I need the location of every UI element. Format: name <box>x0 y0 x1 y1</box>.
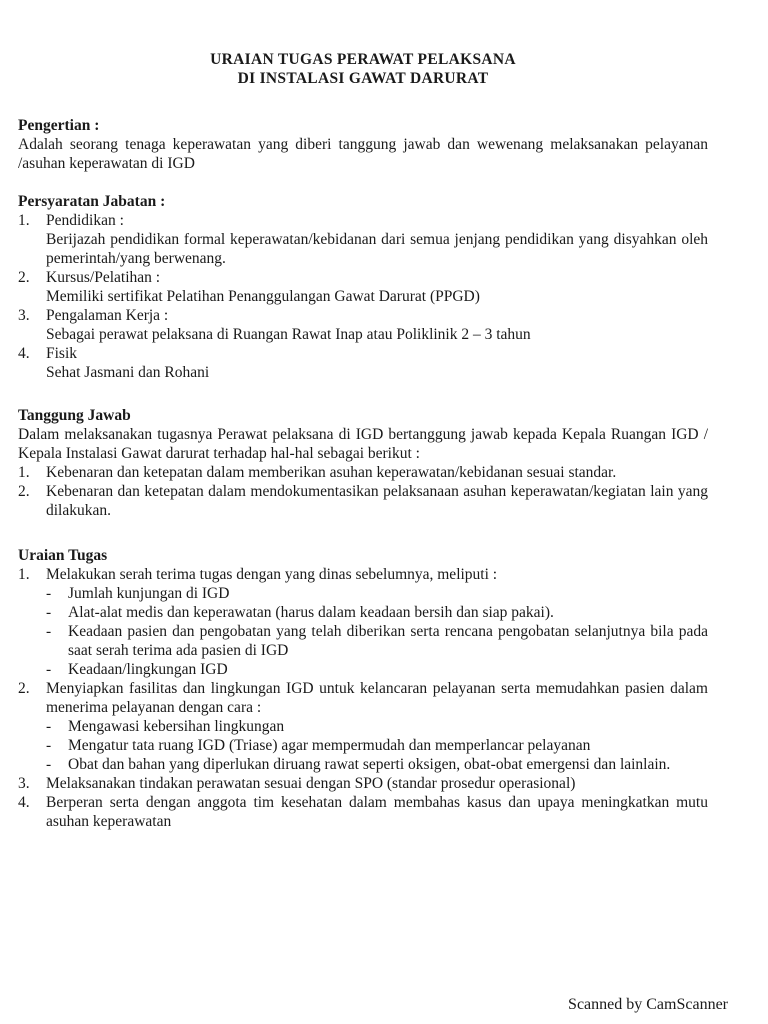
item-text: Berperan serta dengan anggota tim kesehatan dalam membahas kasus dan upaya meningkatkan mutu asuhan keperawatan <box>46 794 708 830</box>
scanner-watermark: Scanned by CamScanner <box>568 996 728 1013</box>
title-line-2: DI INSTALASI GAWAT DARURAT <box>237 70 489 87</box>
dash-marker: - <box>46 623 52 640</box>
list-item <box>18 774 708 793</box>
sub-item <box>46 584 708 603</box>
list-item <box>18 679 708 774</box>
sub-item <box>46 736 708 755</box>
item-text: Melaksanakan tindakan perawatan sesuai dengan SPO (standar prosedur operasional) <box>46 775 576 792</box>
item-number: 2. <box>18 269 30 286</box>
sub-item-text: Keadaan/lingkungan IGD <box>68 661 228 678</box>
document-page <box>18 0 708 831</box>
item-detail: Sebagai perawat pelaksana di Ruangan Rawat Inap atau Poliklinik 2 – 3 tahun <box>46 326 531 343</box>
heading-tanggung-jawab: Tanggung Jawab <box>18 407 131 424</box>
item-detail: Memiliki sertifikat Pelatihan Penanggulangan Gawat Darurat (PPGD) <box>46 288 480 305</box>
tanggung-jawab-list <box>18 463 708 520</box>
sub-item <box>46 660 708 679</box>
section-pengertian <box>18 116 708 173</box>
dash-marker: - <box>46 585 52 602</box>
heading-uraian-tugas: Uraian Tugas <box>18 547 108 564</box>
sub-item-text: Jumlah kunjungan di IGD <box>68 585 230 602</box>
list-item <box>18 344 708 382</box>
section-uraian-tugas <box>18 546 708 831</box>
item-number: 3. <box>18 307 30 324</box>
item-number: 1. <box>18 464 30 481</box>
sub-item-text: Keadaan pasien dan pengobatan yang telah diberikan serta rencana pengobatan selanjutnya bila pada saat serah terima ada pasien di IGD <box>68 623 708 659</box>
sub-item <box>46 622 708 660</box>
item-label: Pengalaman Kerja : <box>46 307 169 324</box>
item-number: 3. <box>18 775 30 792</box>
item-number: 2. <box>18 680 30 697</box>
section-tanggung-jawab <box>18 406 708 520</box>
list-item <box>18 268 708 306</box>
tanggung-jawab-intro: Dalam melaksanakan tugasnya Perawat pelaksana di IGD bertanggung jawab kepada Kepala Ruangan IGD / Kepala Instalasi Gawat darurat terhadap hal-hal sebagai berikut : <box>18 426 708 462</box>
item-label: Fisik <box>46 345 78 362</box>
sub-item <box>46 755 708 774</box>
dash-marker: - <box>46 756 52 773</box>
document-title <box>18 50 708 88</box>
dash-marker: - <box>46 737 52 754</box>
item-number: 4. <box>18 345 30 362</box>
list-item <box>18 565 708 679</box>
item-number: 1. <box>18 212 30 229</box>
section-persyaratan <box>18 192 708 382</box>
sub-list <box>46 584 708 679</box>
item-text: Melakukan serah terima tugas dengan yang dinas sebelumnya, meliputi : <box>46 566 498 583</box>
dash-marker: - <box>46 661 52 678</box>
item-text: Kebenaran dan ketepatan dalam memberikan asuhan keperawatan/kebidanan sesuai standar. <box>46 464 617 481</box>
sub-list <box>46 717 708 774</box>
heading-persyaratan: Persyaratan Jabatan : <box>18 193 166 210</box>
uraian-list <box>18 565 708 831</box>
sub-item-text: Obat dan bahan yang diperlukan diruang rawat seperti oksigen, obat-obat emergensi dan lainlain. <box>68 756 671 773</box>
list-item <box>18 211 708 268</box>
list-item <box>18 793 708 831</box>
item-label: Kursus/Pelatihan : <box>46 269 161 286</box>
item-detail: Sehat Jasmani dan Rohani <box>46 364 210 381</box>
item-number: 2. <box>18 483 30 500</box>
item-text: Kebenaran dan ketepatan dalam mendokumentasikan pelaksanaan asuhan keperawatan/kegiatan lain yang dilakukan. <box>46 483 708 519</box>
persyaratan-list <box>18 211 708 382</box>
sub-item <box>46 603 708 622</box>
list-item <box>18 306 708 344</box>
dash-marker: - <box>46 604 52 621</box>
item-text: Menyiapkan fasilitas dan lingkungan IGD untuk kelancaran pelayanan serta memudahkan pasien dalam menerima pelayanan dengan cara : <box>46 680 708 716</box>
title-line-1: URAIAN TUGAS PERAWAT PELAKSANA <box>210 51 516 68</box>
item-number: 1. <box>18 566 30 583</box>
sub-item-text: Alat-alat medis dan keperawatan (harus dalam keadaan bersih dan siap pakai). <box>68 604 554 621</box>
item-label: Pendidikan : <box>46 212 124 229</box>
sub-item-text: Mengatur tata ruang IGD (Triase) agar mempermudah dan memperlancar pelayanan <box>68 737 591 754</box>
dash-marker: - <box>46 718 52 735</box>
list-item <box>18 463 708 482</box>
heading-pengertian: Pengertian : <box>18 117 100 134</box>
item-detail: Berijazah pendidikan formal keperawatan/kebidanan dari semua jenjang pendidikan yang disyahkan oleh pemerintah/yang berwenang. <box>46 231 708 267</box>
item-number: 4. <box>18 794 30 811</box>
list-item <box>18 482 708 520</box>
pengertian-text: Adalah seorang tenaga keperawatan yang diberi tanggung jawab dan wewenang melaksanakan pelayanan /asuhan keperawatan di IGD <box>18 136 708 172</box>
sub-item <box>46 717 708 736</box>
sub-item-text: Mengawasi kebersihan lingkungan <box>68 718 285 735</box>
